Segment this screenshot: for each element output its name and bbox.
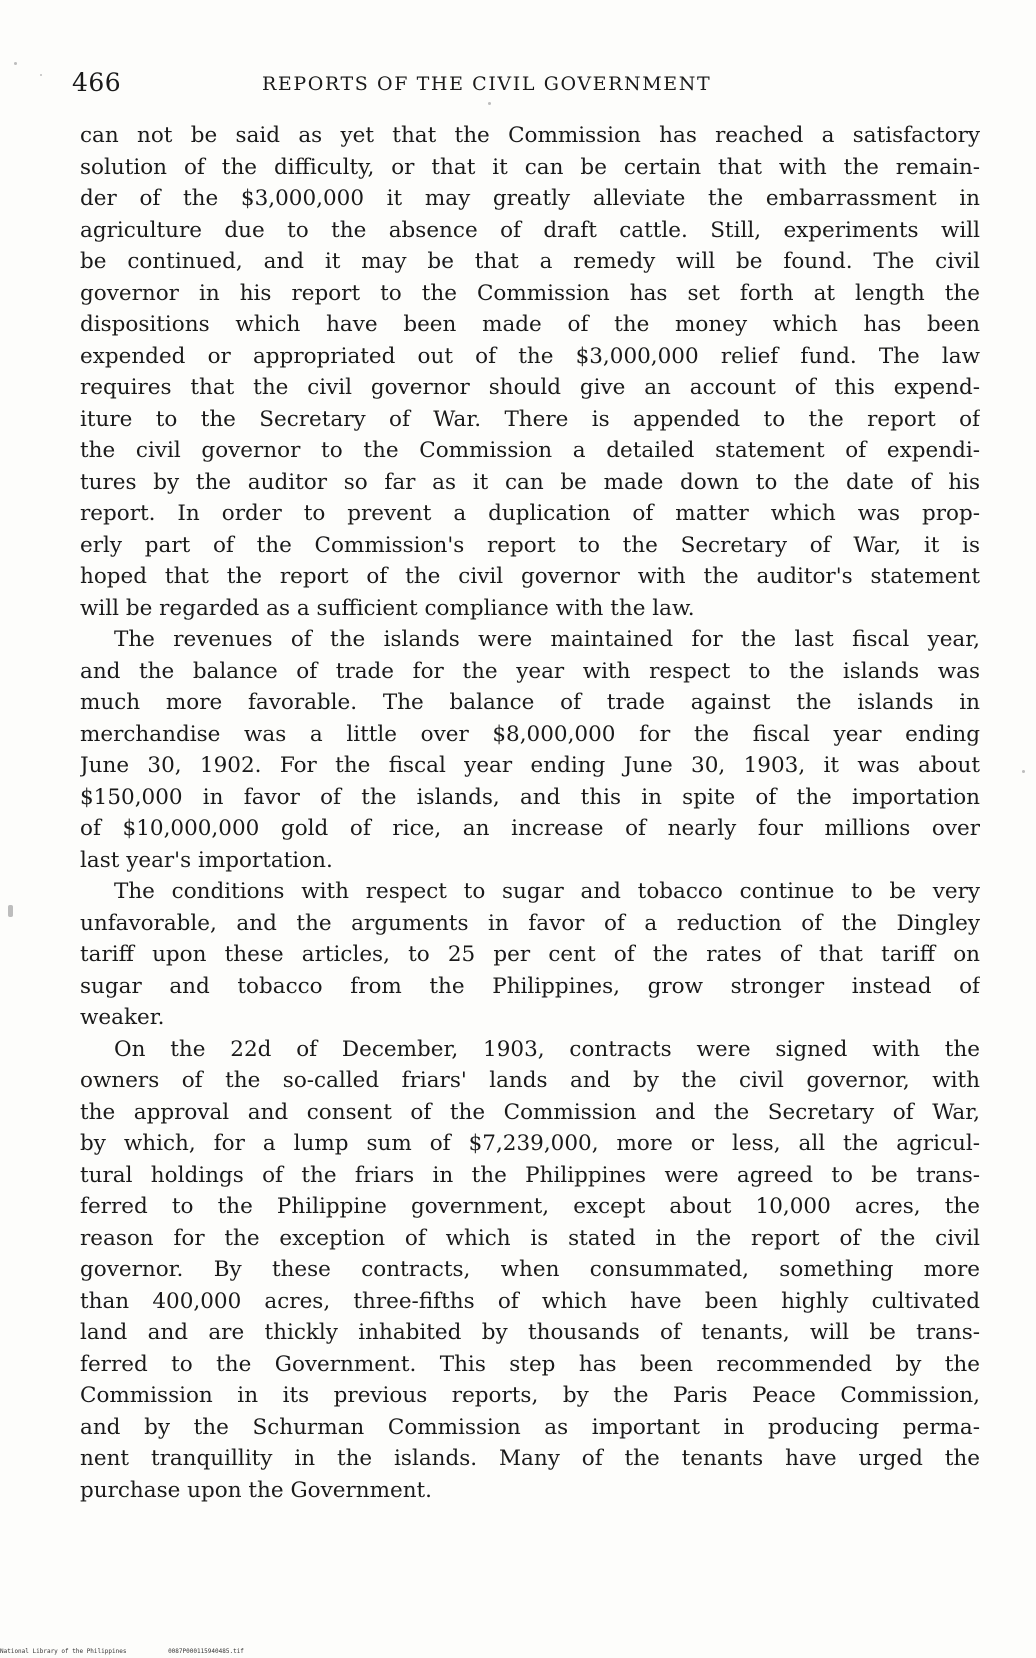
text-line: governor in his report to the Commission has set forth at length the (80, 280, 980, 306)
text-line: sugar and tobacco from the Philippines, grow stronger instead of (80, 973, 980, 999)
text-line: iture to the Secretary of War. There is appended to the report of (80, 406, 980, 432)
text-line: ferred to the Philippine government, except about 10,000 acres, the (80, 1194, 980, 1219)
text-line: can not be said as yet that the Commission has reached a satisfactory (80, 123, 980, 148)
text-line: Commission in its previous reports, by the Paris Peace Commission, (80, 1383, 980, 1408)
text-line: will be regarded as a sufficient compliance with the law. (80, 595, 695, 621)
paragraph (80, 120, 980, 624)
text-line: governor. By these contracts, when consummated, something more (80, 1257, 980, 1282)
text-line: tures by the auditor so far as it can be made down to the date of his (80, 469, 980, 495)
paragraph (80, 876, 980, 1034)
text-line: and the balance of trade for the year with respect to the islands was (80, 658, 980, 684)
text-line: much more favorable. The balance of trade against the islands in (80, 690, 980, 715)
text-line: the approval and consent of the Commission and the Secretary of War, (80, 1099, 980, 1125)
scan-speck (14, 62, 17, 65)
text-line: tariff upon these articles, to 25 per cent of the rates of that tariff on (80, 942, 980, 967)
text-line: solution of the difficulty, or that it can be certain that with the remain- (80, 154, 980, 180)
text-line: of $10,000,000 gold of rice, an increase of nearly four millions over (80, 816, 980, 841)
text-line: the civil governor to the Commission a detailed statement of expendi- (80, 438, 980, 463)
text-line: land and are thickly inhabited by thousands of tenants, will be trans- (80, 1320, 980, 1345)
footer-file-id: 0087P000115940485.tif (168, 1648, 244, 1655)
paragraph (80, 624, 980, 876)
text-line: $150,000 in favor of the islands, and this in spite of the importation (80, 784, 980, 810)
text-line: hoped that the report of the civil governor with the auditor's statement (80, 564, 980, 589)
text-line: reason for the exception of which is stated in the report of the civil (80, 1225, 980, 1251)
text-line: agriculture due to the absence of draft cattle. Still, experiments will (80, 217, 980, 243)
running-head: REPORTS OF THE CIVIL GOVERNMENT (262, 73, 712, 95)
page-number: 466 (72, 68, 122, 97)
scan-speck (40, 74, 42, 76)
text-line: June 30, 1902. For the fiscal year ending June 30, 1903, it was about (80, 753, 980, 778)
text-line: and by the Schurman Commission as important in producing perma- (80, 1414, 980, 1440)
scan-footer (0, 1648, 282, 1656)
text-line: erly part of the Commission's report to the Secretary of War, it is (80, 532, 980, 558)
text-line: owners of the so-called friars' lands and by the civil governor, with (80, 1068, 980, 1093)
text-line: weaker. (80, 1005, 165, 1030)
text-line: purchase upon the Government. (80, 1477, 433, 1503)
page-header (72, 68, 962, 98)
text-line: than 400,000 acres, three-fifths of which have been highly cultivated (80, 1288, 980, 1314)
text-line: merchandise was a little over $8,000,000 for the fiscal year ending (80, 721, 980, 747)
text-line: dispositions which have been made of the money which has been (80, 312, 980, 337)
paragraph (80, 1034, 980, 1507)
text-line: The revenues of the islands were maintained for the last fiscal year, (114, 627, 980, 652)
text-line: last year's importation. (80, 847, 333, 873)
scan-speck (8, 905, 13, 917)
text-line: The conditions with respect to sugar and tobacco continue to be very (114, 879, 980, 904)
text-line: be continued, and it may be that a remedy will be found. The civil (80, 249, 980, 274)
text-line: requires that the civil governor should give an account of this expend- (80, 375, 980, 400)
text-line: expended or appropriated out of the $3,000,000 relief fund. The law (80, 343, 980, 369)
scan-speck (1022, 770, 1025, 773)
text-line: by which, for a lump sum of $7,239,000, more or less, all the agricul- (80, 1131, 980, 1156)
text-line: nent tranquillity in the islands. Many of the tenants have urged the (80, 1446, 980, 1471)
text-line: report. In order to prevent a duplication of matter which was prop- (80, 501, 980, 526)
text-line: On the 22d of December, 1903, contracts were signed with the (114, 1036, 980, 1062)
text-line: tural holdings of the friars in the Philippines were agreed to be trans- (80, 1162, 980, 1188)
body-text (80, 120, 980, 1506)
text-line: der of the $3,000,000 it may greatly alleviate the embarrassment in (80, 186, 980, 211)
text-line: ferred to the Government. This step has been recommended by the (80, 1351, 980, 1377)
footer-library: National Library of the Philippines (0, 1648, 127, 1655)
text-line: unfavorable, and the arguments in favor of a reduction of the Dingley (80, 910, 980, 936)
scan-speck (488, 102, 491, 105)
